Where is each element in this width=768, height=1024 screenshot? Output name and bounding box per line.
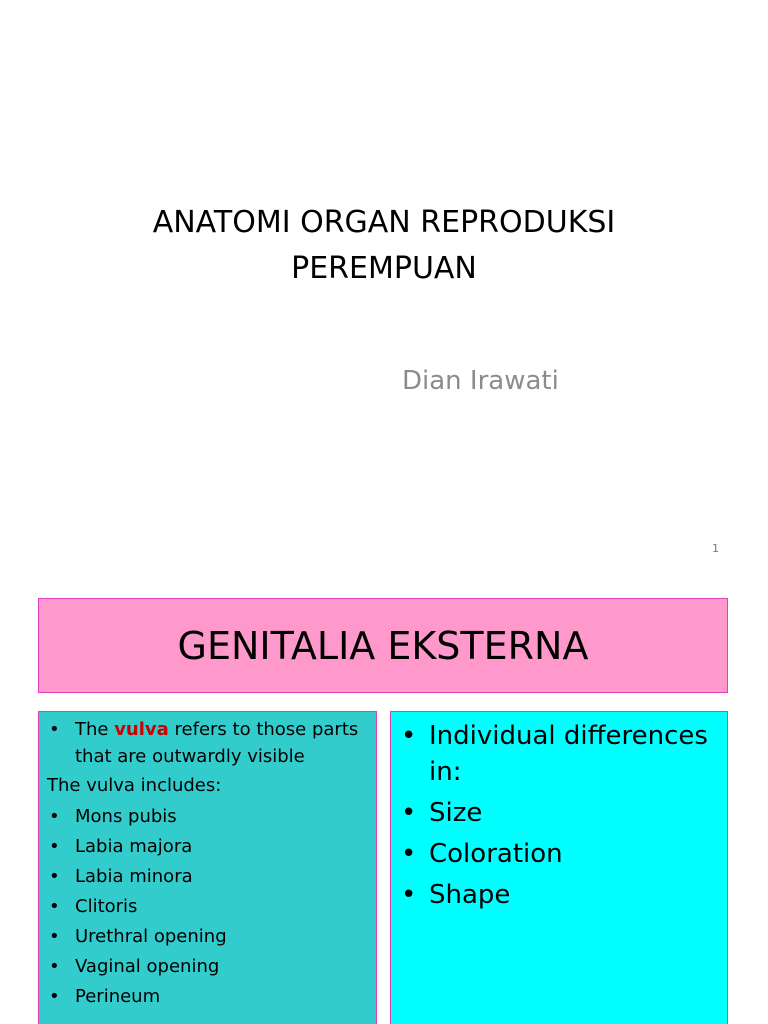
bullet-icon: • (401, 721, 417, 751)
list-item (47, 833, 368, 860)
slide-title-line-2: PEREMPUAN (291, 251, 477, 286)
list-item-text: Size (429, 798, 483, 828)
author-subtitle: Dian Irawati (402, 366, 559, 396)
bullet-icon: • (49, 986, 60, 1007)
bullet-icon: • (49, 896, 60, 917)
section-heading: GENITALIA EKSTERNA (177, 623, 589, 668)
bullet-icon: • (49, 719, 60, 740)
vulva-intro-item (47, 716, 368, 770)
bullet-icon: • (49, 866, 60, 887)
vulva-highlight: vulva (114, 719, 169, 740)
intro-after: refers to those parts that are outwardly visible (75, 719, 359, 767)
list-item (47, 863, 368, 890)
bullet-icon: • (49, 926, 60, 947)
list-item (47, 893, 368, 920)
list-item (47, 803, 368, 830)
slide-title-line-1: ANATOMI ORGAN REPRODUKSI (152, 205, 616, 240)
bullet-icon: • (49, 836, 60, 857)
list-item-text: Vaginal opening (75, 956, 220, 977)
bullet-icon: • (49, 806, 60, 827)
list-item (47, 983, 368, 1010)
section-heading-banner (38, 598, 728, 693)
list-item (399, 795, 719, 831)
list-item-text: Clitoris (75, 896, 138, 917)
vulva-list-box (38, 711, 377, 1024)
list-item-text: Labia minora (75, 866, 193, 887)
intro-before: The (75, 719, 115, 740)
bullet-icon: • (401, 839, 417, 869)
list-item-text: Labia majora (75, 836, 193, 857)
includes-label: The vulva includes: (47, 775, 222, 796)
list-item-text: Individual differences in: (429, 721, 708, 787)
bullet-icon: • (401, 880, 417, 910)
differences-list-box (390, 711, 728, 1024)
list-item-text: Urethral opening (75, 926, 227, 947)
bullet-icon: • (401, 798, 417, 828)
list-item (47, 953, 368, 980)
list-item (399, 836, 719, 872)
slide-title (0, 200, 768, 292)
bullet-icon: • (49, 956, 60, 977)
list-item (47, 923, 368, 950)
list-item-text: Coloration (429, 839, 563, 869)
list-item (399, 877, 719, 913)
list-item-text: Perineum (75, 986, 161, 1007)
list-item-text: Mons pubis (75, 806, 177, 827)
list-item-text: Shape (429, 880, 511, 910)
list-item (399, 718, 719, 790)
page-number: 1 (712, 542, 719, 555)
